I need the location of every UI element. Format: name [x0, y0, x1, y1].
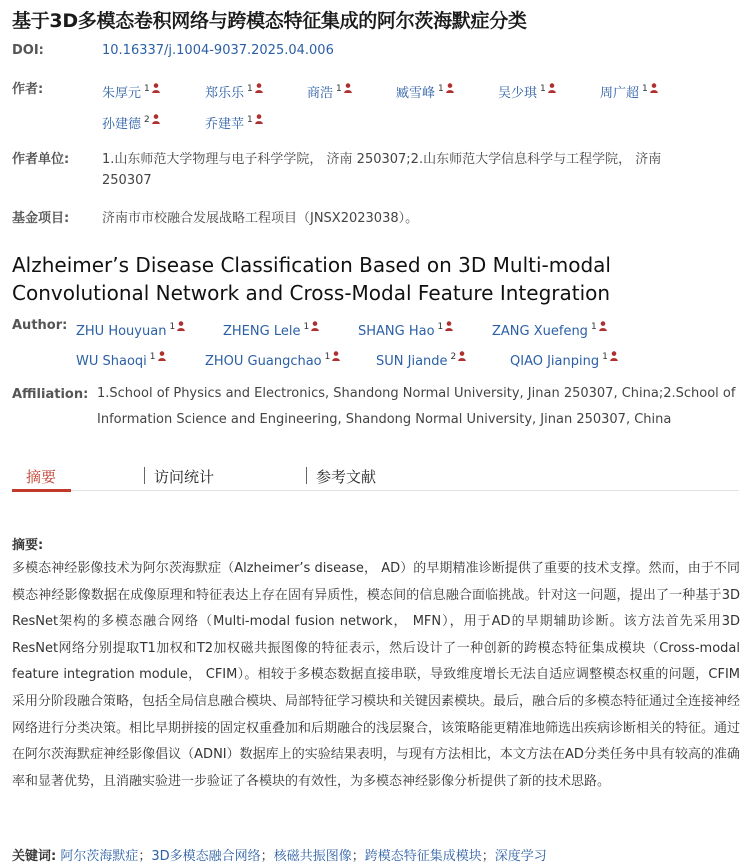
author-name: SUN Jiande [376, 354, 448, 369]
author-affiliation-index: 1 [602, 352, 608, 362]
keyword-link[interactable]: 核磁共振图像 [273, 849, 352, 864]
author-link[interactable] [498, 82, 556, 101]
author-link[interactable] [102, 113, 160, 132]
author-link[interactable] [492, 322, 607, 339]
keyword-separator: ； [260, 849, 274, 864]
author-affiliation-index: 1 [437, 322, 444, 332]
person-icon [548, 83, 556, 93]
person-icon [255, 83, 263, 93]
author-name: 郑乐乐 [205, 86, 245, 101]
author-link[interactable] [205, 352, 340, 369]
person-icon [152, 83, 160, 93]
keyword-link[interactable]: 跨模态特征集成模块 [364, 849, 482, 864]
doi-link[interactable]: 10.16337/j.1004-9037.2025.04.006 [102, 43, 334, 58]
tab-abstract[interactable]: 摘要 [26, 468, 57, 486]
keyword-separator: ； [351, 849, 365, 864]
affiliation-cn-line1: 1.山东师范大学物理与电子科学学院， 济南 250307;2.山东师范大学信息科学与工程学院， 济南 [102, 152, 662, 167]
author-name: ZANG Xuefeng [492, 324, 588, 339]
person-icon [610, 351, 618, 361]
person-icon [177, 321, 185, 331]
author-name: SHANG Hao [358, 324, 435, 339]
person-icon [446, 83, 454, 93]
person-icon [650, 83, 658, 93]
author-link[interactable] [376, 352, 466, 369]
keyword-link[interactable]: 阿尔茨海默症 [60, 849, 139, 864]
author-link[interactable] [510, 352, 618, 369]
abstract-text: 多模态神经影像技术为阿尔茨海默症（Alzheimer’s disease， AD）的早期精准诊断提供了重要的技术支撑。然而，由于不同模态神经影像数据在成像原理和特征表达上存在固有异质性，模态间的信息融合面临挑战。针对这一问题，提出了一种基于3D ResNet架构的多模态融合网络（Multi-modal fusion network， MFN），用于AD的早期辅助诊断。该方法首先采用3D ResNet网络分别提取T1加权和T2加权磁共振图像的特征表示，然后设计了一种创新的跨模态特征集成模块（Cross-modal feature integration module， CFIM）。相较于多模态数据直接串联，导致维度增长无法自适应调整模态权重的问题，CFIM 采用分阶段融合策略，包括全局信息融合模块、局部特征学习模块和关键因素模块。最后，融合后的多模态特征通过全连接神经网络进行分类决策。相比早期拼接的固定权重叠加和后期融合的浅层聚合，该策略能更精准地筛选出疾病诊断相关的特征。通过在阿尔茨海默症神经影像倡议（ADNI）数据库上的实验结果表明，与现有方法相比，本文方法在AD分类任务中具有较高的准确率和显著优势，且消融实验进一步验证了各模块的有效性，为多模态神经影像分析提供了新的技术思路。 [12, 561, 741, 789]
active-tab-indicator [12, 489, 71, 492]
author-affiliation-index: 2 [144, 115, 150, 125]
author-name: 孙建德 [102, 117, 142, 132]
authors-cn-label: 作者: [12, 82, 44, 97]
author-link[interactable] [223, 322, 319, 339]
person-icon [152, 114, 160, 124]
affiliation-en-label: Affiliation: [12, 387, 89, 402]
author-affiliation-index: 1 [324, 352, 331, 362]
person-icon [332, 351, 340, 361]
affiliation-cn-line2: 250307 [102, 173, 152, 188]
tab-separator [306, 467, 307, 484]
author-affiliation-index: 2 [450, 352, 457, 362]
person-icon [344, 83, 352, 93]
affiliation-en-line1: 1.School of Physics and Electronics, Shandong Normal University, Jinan 250307, China;2.School of [97, 386, 736, 401]
author-affiliation-index: 1 [247, 115, 253, 125]
tab-separator [144, 467, 145, 484]
affiliation-en-line2: Information Science and Engineering, Shandong Normal University, Jinan 250307, China [97, 412, 672, 427]
author-affiliation-index: 1 [590, 322, 597, 332]
author-name: 商浩 [307, 86, 334, 101]
author-link[interactable] [76, 352, 166, 369]
keyword-link[interactable]: 3D多模态融合网络 [151, 849, 261, 864]
author-name: 朱厚元 [102, 86, 142, 101]
author-link[interactable] [102, 82, 160, 101]
tab-references[interactable]: 参考文献 [316, 468, 377, 486]
doi-label: DOI: [12, 43, 44, 58]
tab-access-stats[interactable]: 访问统计 [154, 468, 215, 486]
author-name: ZHU Houyuan [76, 324, 167, 339]
author-affiliation-index: 1 [642, 84, 648, 94]
author-affiliation-index: 1 [149, 352, 156, 362]
person-icon [255, 114, 263, 124]
person-icon [158, 351, 166, 361]
person-icon [458, 351, 466, 361]
author-affiliation-index: 1 [169, 322, 176, 332]
affiliation-cn-label: 作者单位: [12, 152, 70, 167]
authors-en-label: Author: [12, 318, 68, 333]
author-affiliation-index: 1 [144, 84, 150, 94]
fund-value: 济南市市校融合发展战略工程项目（JNSX2023038）。 [102, 211, 419, 226]
author-link[interactable] [205, 82, 263, 101]
affiliation-en [97, 381, 742, 433]
abstract-label: 摘要: [12, 538, 44, 553]
author-name: QIAO Jianping [510, 354, 600, 369]
author-link[interactable] [307, 82, 352, 101]
fund-label: 基金项目: [12, 211, 70, 226]
tabs-divider [12, 490, 739, 491]
keywords-row [12, 845, 547, 864]
author-affiliation-index: 1 [303, 322, 310, 332]
keyword-separator: ； [481, 849, 495, 864]
author-name: 乔建苹 [205, 117, 245, 132]
keyword-link[interactable]: 深度学习 [494, 849, 547, 864]
person-icon [599, 321, 607, 331]
author-name: 臧雪峰 [396, 86, 436, 101]
author-link[interactable] [600, 82, 658, 101]
author-name: ZHENG Lele [223, 324, 301, 339]
author-name: WU Shaoqi [76, 354, 147, 369]
author-name: 周广超 [600, 86, 640, 101]
keyword-separator: ； [138, 849, 152, 864]
author-link[interactable] [358, 322, 453, 339]
author-link[interactable] [396, 82, 454, 101]
person-icon [445, 321, 453, 331]
author-affiliation-index: 1 [247, 84, 253, 94]
keywords-label: 关键词: [12, 849, 57, 864]
author-affiliation-index: 1 [438, 84, 444, 94]
author-link[interactable] [76, 322, 185, 339]
article-title-cn: 基于3D多模态卷积网络与跨模态特征集成的阿尔茨海默症分类 [12, 10, 527, 32]
author-name: 吴少琪 [498, 86, 538, 101]
article-title-en: Alzheimer’s Disease Classification Based on 3D Multi-modal Convolutional Network and Cross-Modal Feature Integration [12, 253, 611, 305]
author-name: ZHOU Guangchao [205, 354, 322, 369]
author-affiliation-index: 1 [336, 84, 342, 94]
author-affiliation-index: 1 [540, 84, 546, 94]
author-link[interactable] [205, 113, 263, 132]
person-icon [311, 321, 319, 331]
